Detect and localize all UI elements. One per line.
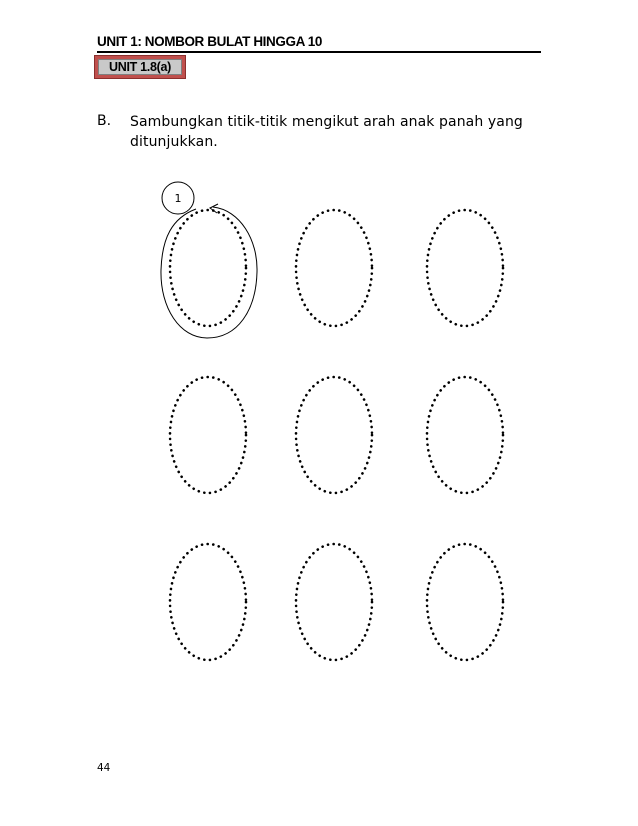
dotted-oval: [427, 544, 503, 660]
step-number: 1: [174, 192, 182, 205]
dotted-oval: [170, 544, 246, 660]
dotted-oval: [170, 377, 246, 493]
question-letter: B.: [97, 113, 112, 129]
dotted-oval: [170, 210, 246, 326]
oval-grid: [170, 210, 503, 660]
page-number: 44: [97, 762, 111, 774]
question-instruction: Sambungkan titik-titik mengikut arah anak panah yang ditunjukkan.: [130, 114, 523, 150]
dotted-oval: [296, 210, 372, 326]
unit-title: UNIT 1: NOMBOR BULAT HINGGA 10: [97, 34, 323, 49]
counter-clockwise-arrow-icon: [161, 204, 257, 338]
step-number-badge: [162, 182, 194, 214]
dotted-oval: [427, 377, 503, 493]
dotted-oval: [296, 377, 372, 493]
dotted-oval: [427, 210, 503, 326]
dotted-oval: [296, 544, 372, 660]
unit-code: UNIT 1.8(a): [98, 59, 182, 75]
